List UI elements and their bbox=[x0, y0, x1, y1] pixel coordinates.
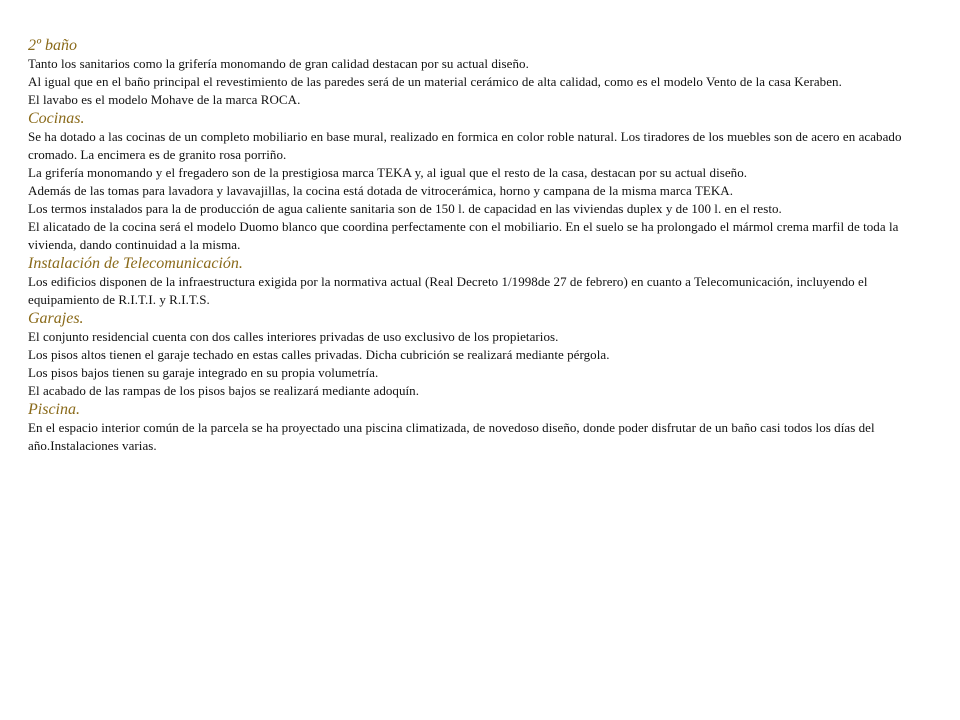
paragraph: Además de las tomas para lavadora y lavavajillas, la cocina está dotada de vitrocerámica, horno y campana de la misma marca TEKA. bbox=[28, 183, 734, 198]
paragraph: En el espacio interior común de la parcela se ha proyectado una piscina climatizada, de novedoso diseño, donde poder disfrutar de un baño casi todos los días del año.Instalaciones varias. bbox=[28, 420, 875, 453]
paragraph: Los pisos altos tienen el garaje techado en estas calles privadas. Dicha cubrición se realizará mediante pérgola. bbox=[28, 347, 610, 362]
section-pool bbox=[28, 400, 912, 455]
section-title: 2º baño bbox=[28, 37, 77, 54]
section-title: Piscina. bbox=[28, 401, 80, 418]
paragraph: La grifería monomando y el fregadero son de la prestigiosa marca TEKA y, al igual que el resto de la casa, destacan por su actual diseño. bbox=[28, 165, 748, 180]
paragraph: Los edificios disponen de la infraestructura exigida por la normativa actual (Real Decreto 1/1998de 27 de febrero) en cuanto a Telecomunicación, incluyendo el equipamiento de R.I.T.I. y R.I.T.S. bbox=[28, 274, 868, 307]
paragraph: Los termos instalados para la de producción de agua caliente sanitaria son de 150 l. de capacidad en las viviendas duplex y de 100 l. en el resto. bbox=[28, 201, 782, 216]
section-garages bbox=[28, 309, 912, 400]
document-body bbox=[28, 36, 912, 455]
section-second-bathroom bbox=[28, 36, 912, 109]
section-title: Cocinas. bbox=[28, 110, 85, 127]
paragraph: El conjunto residencial cuenta con dos calles interiores privadas de uso exclusivo de los propietarios. bbox=[28, 329, 559, 344]
section-title: Instalación de Telecomunicación. bbox=[28, 255, 243, 272]
paragraph: Al igual que en el baño principal el revestimiento de las paredes será de un material cerámico de alta calidad, como es el modelo Vento de la casa Keraben. bbox=[28, 74, 842, 89]
paragraph: El acabado de las rampas de los pisos bajos se realizará mediante adoquín. bbox=[28, 383, 420, 398]
paragraph: Se ha dotado a las cocinas de un completo mobiliario en base mural, realizado en formica en color roble natural. Los tiradores de los muebles son de acero en acabado cromado. La encimera es de granito rosa porriño. bbox=[28, 129, 902, 162]
paragraph: Los pisos bajos tienen su garaje integrado en su propia volumetría. bbox=[28, 365, 379, 380]
section-kitchens bbox=[28, 109, 912, 254]
paragraph: El alicatado de la cocina será el modelo Duomo blanco que coordina perfectamente con el mobiliario. En el suelo se ha prolongado el mármol crema marfil de toda la vivienda, dando continuidad a la misma. bbox=[28, 219, 899, 252]
paragraph: Tanto los sanitarios como la grifería monomando de gran calidad destacan por su actual diseño. bbox=[28, 56, 529, 71]
paragraph: El lavabo es el modelo Mohave de la marca ROCA. bbox=[28, 92, 301, 107]
section-telecommunications bbox=[28, 254, 912, 309]
section-title: Garajes. bbox=[28, 310, 84, 327]
